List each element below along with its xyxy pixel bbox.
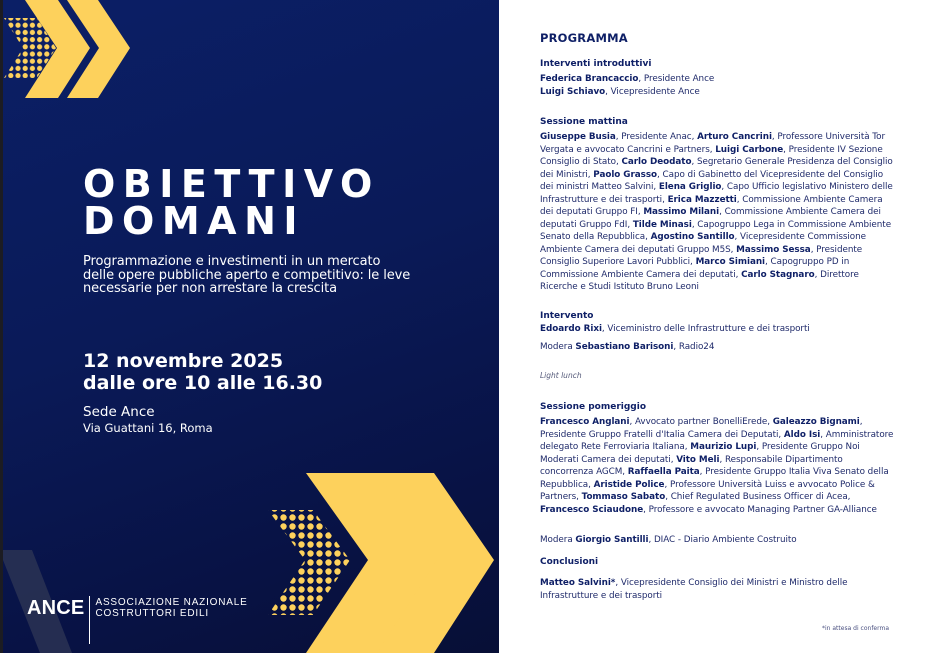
speaker-line: [540, 73, 895, 86]
speaker-role: , Amministratore delegato Rete Ferroviaria Italiana,: [540, 429, 894, 452]
section-heading-morning: Sessione mattina: [540, 117, 628, 127]
logo-fullname: [95, 597, 247, 619]
title-line-1: OBIETTIVO: [83, 162, 380, 206]
programme-panel: [499, 0, 929, 653]
speaker-name: Giuseppe Busia: [540, 132, 616, 142]
speaker-role: , Commissione Ambiente Camera dei deputati Gruppo FI,: [540, 194, 883, 217]
speaker-name: Aldo Isi: [783, 429, 821, 440]
logo-line-2: COSTRUTTORI EDILI: [95, 608, 209, 619]
footnote: *in attesa di conferma: [822, 625, 890, 632]
speaker-name: Edoardo Rixi: [540, 324, 602, 334]
speaker-role: , Segretario Generale Presidenza del Consiglio dei Ministri,: [540, 157, 893, 180]
speaker-name: Vito Meli: [676, 454, 720, 465]
logo-line-1: ASSOCIAZIONE NAZIONALE: [95, 597, 248, 608]
speaker-role: , Vicepresidente Ance: [605, 86, 700, 97]
moderator-prefix: Modera: [540, 535, 576, 545]
speaker-name: Paolo Grasso: [593, 169, 658, 180]
break-light-lunch: Light lunch: [540, 371, 582, 380]
speaker-role: , Vicepresidente Consiglio dei Ministri e Ministro delle Infrastrutture e dei trasporti: [540, 578, 848, 601]
speaker-role: , Presidente Gruppo Noi Moderati Camera dei deputati,: [540, 442, 860, 465]
speaker-name: Aristide Police: [593, 479, 665, 490]
intervento-speaker: [540, 323, 895, 336]
speaker-name: Massimo Milani: [643, 207, 720, 217]
speaker-name: Luigi Schiavo: [540, 86, 606, 97]
intro-speakers: [540, 73, 895, 98]
speaker-role: , Chief Regulated Business Officer di Acea,: [665, 492, 851, 502]
speaker-role: , Direttore Ricerche e Studi Istituto Bruno Leoni: [540, 269, 859, 292]
speaker-role: , Presidente Gruppo Italia Viva Senato della Repubblica,: [540, 467, 889, 490]
speaker-role: , Capo Ufficio legislativo Ministero delle Infrastrutture e dei trasporti,: [540, 182, 893, 205]
venue-address: Via Guattani 16, Roma: [83, 421, 213, 435]
speaker-role: , Responsabile Dipartimento concorrenza AGCM,: [540, 454, 843, 477]
speaker-role: , Capogruppo Lega in Commissione Ambiente Senato della Repubblica,: [540, 219, 892, 242]
speaker-role: , Presidente IV Sezione Consiglio di Stato,: [540, 144, 883, 167]
speaker-name: Francesco Anglani: [540, 417, 630, 427]
dotted-chevron-bottom-icon: [268, 510, 350, 615]
time-line: dalle ore 10 alle 16.30: [83, 372, 323, 394]
speaker-role: , Presidente Gruppo Fratelli d'Italia Camera dei Deputati,: [540, 417, 863, 440]
speaker-name: Massimo Sessa: [736, 244, 811, 255]
moderator-role: , Radio24: [673, 342, 715, 352]
speaker-name: Francesco Sciaudone: [540, 504, 644, 515]
speaker-name: Tommaso Sabato: [581, 492, 666, 502]
speaker-role: , Presidente Consiglio Superiore Lavori Pubblici,: [540, 244, 863, 267]
speaker-role: , Professore Università Luiss e avvocato Police & Partners,: [540, 479, 875, 502]
morning-speakers: [540, 131, 895, 294]
speaker-name: Agostino Santillo: [650, 232, 735, 242]
speaker-role: , Vicepresidente Commissione Ambiente Camera dei deputati Gruppo M5S,: [540, 232, 867, 255]
conclusions-speaker: [540, 577, 895, 602]
speaker-role: , Avvocato partner BonelliErede,: [629, 417, 773, 427]
venue-name: Sede Ance: [83, 404, 155, 420]
logo-acronym: ANCE: [27, 596, 85, 619]
speaker-role: , Professore Università Tor Vergata e avvocato Cancrini e Partners,: [540, 132, 886, 155]
speaker-name: Galeazzo Bignami: [772, 417, 860, 427]
section-heading-conclusions: Conclusioni: [540, 557, 599, 567]
speaker-role: , Commissione Ambiente Camera dei deputati Gruppo FdI,: [540, 207, 881, 230]
moderator-name: Sebastiano Barisoni: [575, 342, 674, 352]
section-heading-intervento: Intervento: [540, 311, 594, 321]
ance-logo: [27, 584, 248, 632]
afternoon-speakers: [540, 416, 895, 516]
moderator-prefix: Modera: [540, 342, 576, 352]
speaker-role: , Professore e avvocato Managing Partner GA-Alliance: [643, 504, 877, 515]
afternoon-moderator: [540, 534, 895, 547]
event-title: [83, 162, 380, 243]
speaker-name: Carlo Stagnaro: [741, 269, 815, 280]
speaker-name: Matteo Salvini*: [540, 578, 616, 588]
speaker-name: Arturo Cancrini: [697, 132, 772, 142]
event-venue: [83, 404, 213, 436]
speaker-role: , Presidente Ance: [638, 74, 715, 84]
speaker-name: Erica Mazzetti: [667, 194, 737, 205]
speaker-line: [540, 86, 895, 99]
speaker-name: Federica Brancaccio: [540, 74, 639, 84]
speaker-role: , Capogruppo PD in Commissione Ambiente Camera dei deputati,: [540, 257, 850, 280]
morning-moderator: [540, 341, 895, 354]
section-heading-afternoon: Sessione pomeriggio: [540, 402, 646, 412]
speaker-name: Luigi Carbone: [715, 144, 784, 155]
title-line-2: DOMANI: [83, 199, 306, 243]
speaker-name: Marco Simiani: [695, 257, 766, 267]
speaker-name: Maurizio Lupi: [690, 442, 757, 452]
logo-divider: [89, 596, 90, 644]
speaker-name: Tilde Minasi: [632, 219, 692, 230]
moderator-name: Giorgio Santilli: [575, 535, 649, 545]
speaker-name: Carlo Deodato: [621, 157, 692, 167]
speaker-name: Elena Griglio: [658, 182, 722, 192]
section-heading-intro: Interventi introduttivi: [540, 59, 652, 69]
event-subtitle: Programmazione e investimenti in un mercato delle opere pubbliche aperto e competitivo: le leve necessarie per non arrestare la crescita: [83, 254, 411, 296]
speaker-role: , Presidente Anac,: [615, 132, 698, 142]
programme-title: PROGRAMMA: [540, 31, 628, 45]
date-line: 12 novembre 2025: [83, 350, 284, 372]
speaker-name: Raffaella Paita: [627, 467, 700, 477]
speaker-role: , Capo di Gabinetto del Vicepresidente del Consiglio dei ministri Matteo Salvini,: [540, 169, 884, 192]
speaker-role: , Viceministro delle Infrastrutture e dei trasporti: [601, 324, 810, 334]
moderator-role: , DIAC - Diario Ambiente Costruito: [648, 535, 797, 545]
event-date: [83, 350, 322, 394]
